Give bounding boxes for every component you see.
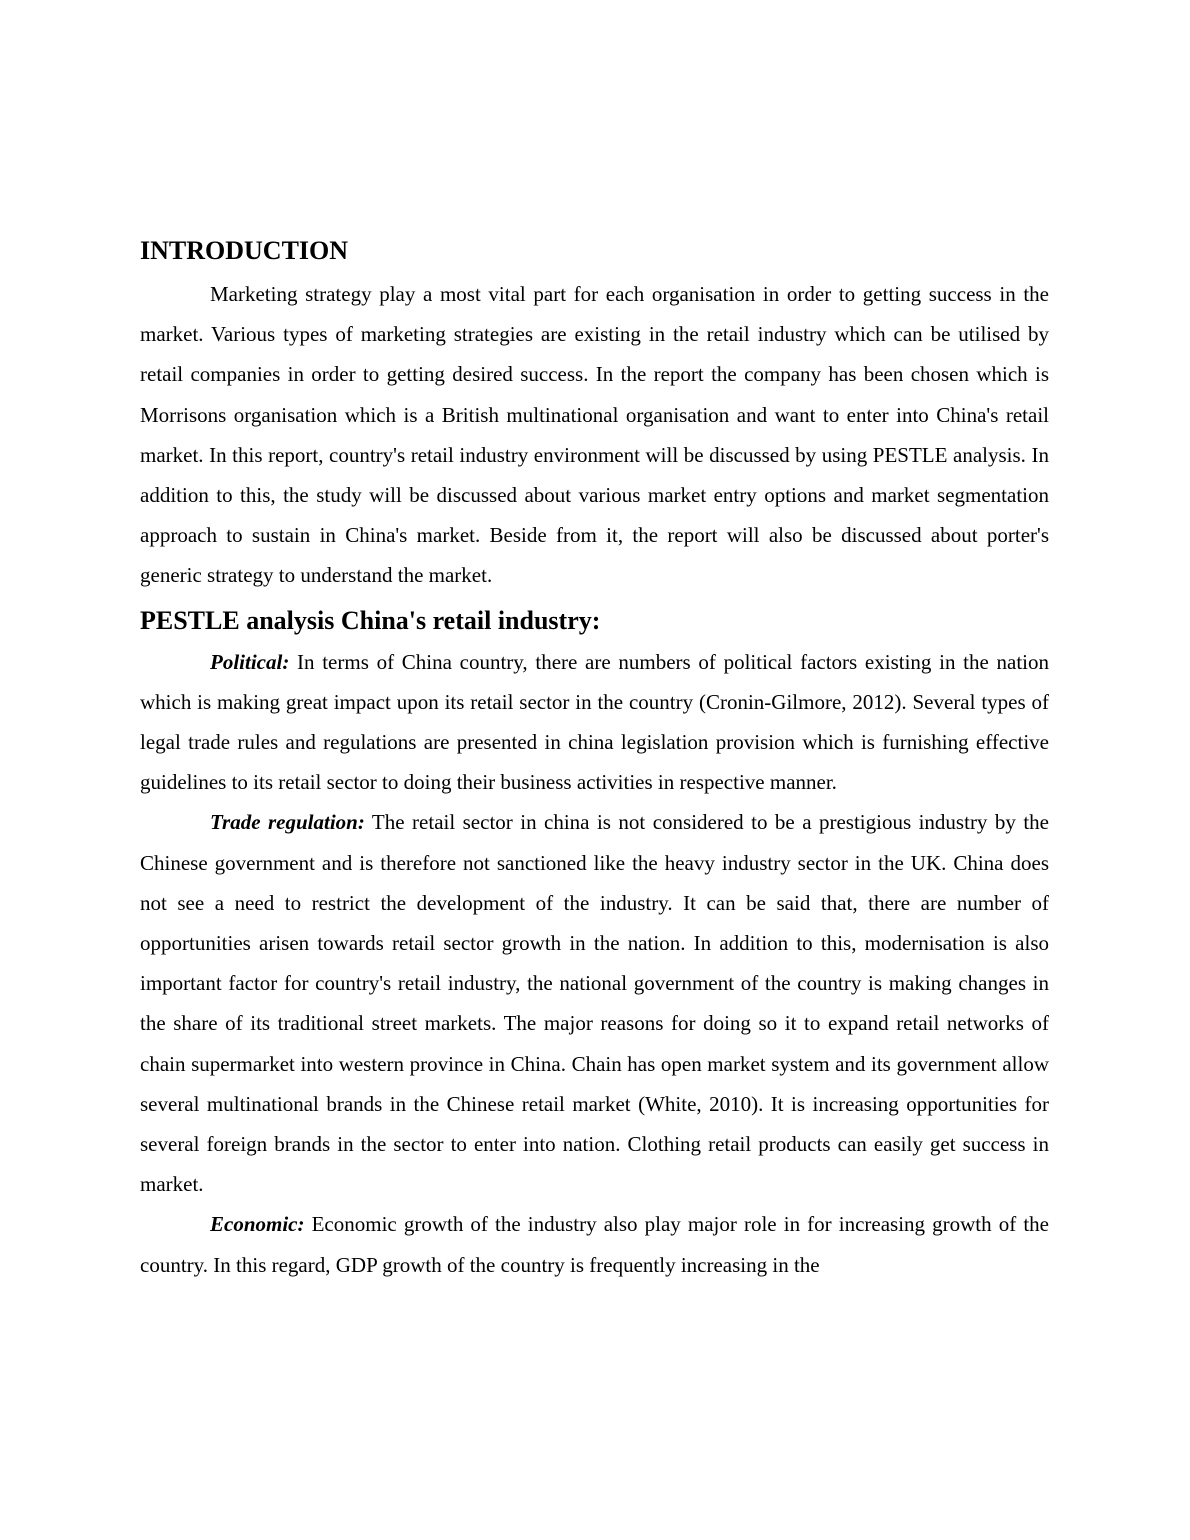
trade-regulation-label: Trade regulation: [210,810,365,835]
economic-text: Economic growth of the industry also play major role in for increasing growth of the country. In this regard, GDP growth of the country is frequently increasing in the [140,1212,1049,1277]
intro-heading: INTRODUCTION [140,236,349,265]
pestle-heading: PESTLE analysis China's retail industry: [140,605,601,635]
intro-paragraph: Marketing strategy play a most vital part for each organisation in order to getting success in the market. Various types of marketing strategies are existing in the retail industry which can be utilised by retail companies in order to getting desired success. In the report the company has been chosen which is Morrisons organisation which is a British multinational organisation and want to enter into China's retail market. In this report, country's retail industry environment will be discussed by using PESTLE analysis. In addition to this, the study will be discussed about various market entry options and market segmentation approach to sustain in China's market. Beside from it, the report will also be discussed about porter's generic strategy to understand the market. [140,282,1049,588]
political-label: Political: [210,649,290,674]
economic-paragraph [140,1204,1049,1284]
political-paragraph [140,642,1049,803]
economic-label: Economic: [210,1212,305,1237]
trade-regulation-paragraph [140,802,1049,1204]
political-text: In terms of China country, there are numbers of political factors existing in the nation which is making great impact upon its retail sector in the country (Cronin-Gilmore, 2012). Several types of legal trade rules and regulations are presented in china legislation provision which is furnishing effective guidelines to its retail sector to doing their business activities in respective manner. [140,649,1049,795]
document-page [140,232,1049,1285]
trade-regulation-text: The retail sector in china is not considered to be a prestigious industry by the Chinese government and is therefore not sanctioned like the heavy industry sector in the UK. China does not see a need to restrict the development of the industry. It can be said that, there are number of opportunities arisen towards retail sector growth in the nation. In addition to this, modernisation is also important factor for country's retail industry, the national government of the country is making changes in the share of its traditional street markets. The major reasons for doing so it to expand retail networks of chain supermarket into western province in China. Chain has open market system and its government allow several multinational brands in the Chinese retail market (White, 2010). It is increasing opportunities for several foreign brands in the sector to enter into nation. Clothing retail products can easily get success in market. [140,810,1050,1197]
